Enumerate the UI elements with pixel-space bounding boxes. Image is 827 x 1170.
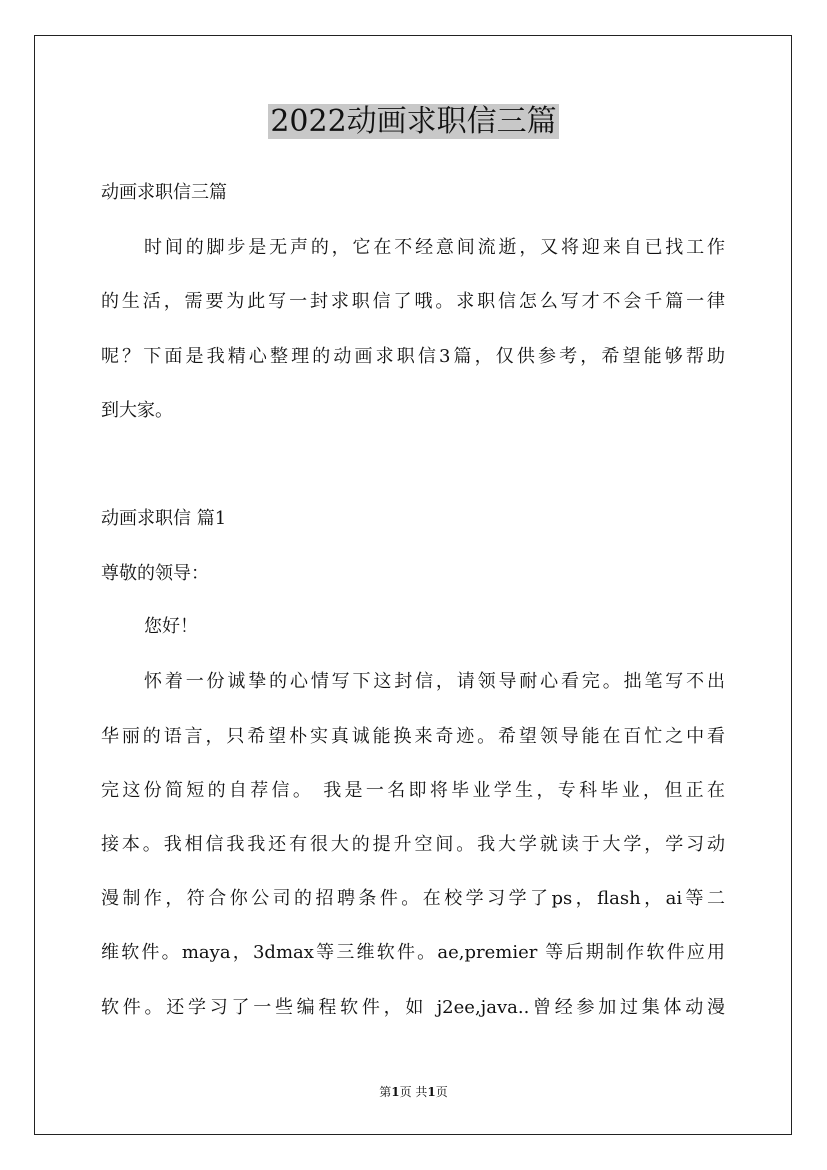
greeting: 您好！: [144, 616, 198, 637]
section-heading: 动画求职信 篇1: [101, 508, 227, 529]
intro-line: 到大家。: [101, 400, 173, 421]
body-line: 软件。还学习了一些编程软件，如 j2ee,java..曾经参加过集体动漫: [101, 997, 725, 1018]
body-line: 漫制作，符合你公司的招聘条件。在校学习学了ps，flash，ai等二: [101, 888, 725, 909]
footer-page-suffix: 页: [435, 1085, 448, 1099]
document-title-block: [0, 100, 827, 144]
body-line: 怀着一份诚挚的心情写下这封信，请领导耐心看完。拙笔写不出: [144, 671, 725, 692]
intro-line: 时间的脚步是无声的，它在不经意间流逝，又将迎来自已找工作: [144, 237, 725, 258]
footer-page-number: 1: [391, 1085, 400, 1099]
footer-page-mid: 页 共: [399, 1085, 428, 1099]
footer-page-total: 1: [427, 1085, 436, 1099]
footer-page-prefix: 第: [379, 1085, 392, 1099]
document-title: 2022动画求职信三篇: [270, 104, 557, 139]
intro-line: 呢？下面是我精心整理的动画求职信3篇，仅供参考，希望能够帮助: [101, 346, 725, 367]
body-line: 完这份简短的自荐信。 我是一名即将毕业学生，专科毕业，但正在: [101, 780, 725, 801]
page-footer: [0, 1083, 827, 1101]
intro-line: 的生活，需要为此写一封求职信了哦。求职信怎么写才不会千篇一律: [101, 291, 725, 312]
body-line: 维软件。maya，3dmax等三维软件。ae,premier 等后期制作软件应用: [101, 942, 725, 963]
body-line: 华丽的语言，只希望朴实真诚能换来奇迹。希望领导能在百忙之中看: [101, 726, 725, 747]
subtitle: 动画求职信三篇: [101, 182, 227, 203]
salutation: 尊敬的领导：: [101, 563, 209, 584]
body-line: 接本。我相信我我还有很大的提升空间。我大学就读于大学，学习动: [101, 834, 725, 855]
